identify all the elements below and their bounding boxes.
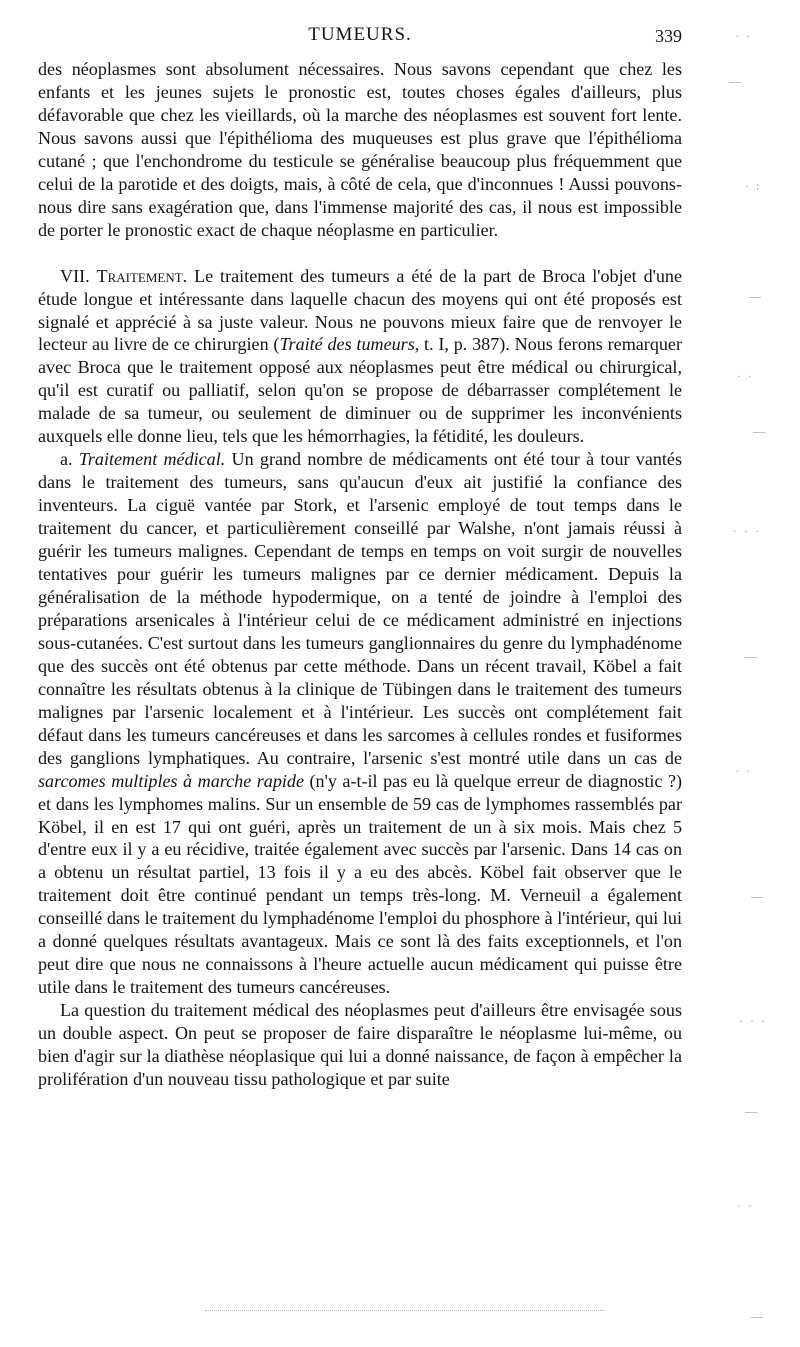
paragraph-traitement-medical — [38, 448, 682, 999]
book-title-reference: Traité des tumeurs — [279, 334, 415, 355]
running-header — [38, 24, 682, 50]
page-number: 339 — [655, 26, 682, 46]
subsection-letter: a. — [60, 449, 79, 470]
paragraph-traitement — [38, 265, 682, 449]
text-segment: (n'y a-t-il pas eu là quelque erreur de diagnostic ?) et dans les lymphomes malins. Sur un ensemble de 59 cas de lymphomes rassemblés par Köbel, il en est 17 qui ont guéri, après un traitement de un à six mois. Mais chez 5 d'entre eux il y a eu récidive, traitée également avec succès par l'arsenic. Dans 14 cas on a obtenu un résultat partiel, 13 fois il y a eu des abcès. Köbel fait observer que le traitement doit être continué pendant un temps très-long. M. Verneuil a également conseillé dans le traitement du lymphadénome l'emploi du phosphore à l'intérieur, qui lui a donné quelques résultats avantageux. Mais ce sont là des faits exceptionnels, et l'on peut dire que nous ne connaissons à l'heure actuelle aucun médicament qui puisse être utile dans le traitement des tumeurs cancéreuses. — [38, 770, 682, 998]
text-segment: des néoplasmes sont absolument nécessaires. Nous savons cependant que chez les enfants et les jeunes sujets le pronostic est, toutes choses égales d'ailleurs, plus défavorable que chez les vieillards, où la marche des néoplasmes est souvent fort lente. Nous savons aussi que l'épithélioma des muqueuses est plus grave que l'épithélioma cutané ; que l'enchondrome du testicule se généralise beaucoup plus fréquemment que celui de la parotide et des doigts, mais, à côté de cela, que d'inconnues ! Aussi pouvons-nous dire sans exagération que, dans l'immense majorité des cas, il nous est impossible de porter le pronostic exact de chaque néoplasme en particulier. — [38, 59, 682, 240]
body-text — [38, 58, 682, 1091]
paragraph-question-traitement — [38, 999, 682, 1091]
text-segment: , t. I, p. 387). Nous ferons remarquer avec Broca que le traitement opposé aux néoplasmes peut être médical ou chirurgical, qu'il est curatif ou palliatif, selon qu'on se propose de débarrasser complétement le malade de sa tumeur, ou seulement de diminuer ou de supprimer les inconvénients auxquels elle donne lieu, tels que les hémorrhagies, la fétidité, les douleurs. — [38, 334, 682, 447]
section-number: VII. — [60, 265, 97, 286]
italic-term: sarcomes multiples à marche rapide — [38, 770, 304, 791]
text-segment: La question du traitement médical des néoplasmes peut d'ailleurs être envisagée sous un double aspect. On peut se proposer de faire disparaître le néoplasme lui-même, ou bien d'agir sur la diathèse néoplasique qui lui a donné naissance, de façon à empêcher la prolifération d'un nouveau tissu pathologique et par suite — [38, 1000, 682, 1089]
text-segment: Un grand nombre de médicaments ont été tour à tour vantés dans le traitement des tumeurs, sans qu'aucun d'eux ait justifié la confiance des inventeurs. La ciguë vantée par Stork, et l'arsenic employé de tout temps dans le traitement du cancer, et particulièrement conseillé par Walshe, n'ont jamais réussi à guérir les tumeurs malignes. Cependant de temps en temps on voit surgir de nouvelles tentatives pour guérir les tumeurs malignes par ce dernier médicament. Depuis la généralisation de la méthode hypodermique, on a tenté de joindre à l'emploi des préparations arsenicales à l'intérieur celui de ce médicament administré en injections sous-cutanées. C'est surtout dans les tumeurs ganglionnaires du genre du lymphadénome que des succès ont été obtenus par cette méthode. Dans un récent travail, Köbel a fait connaître les résultats obtenus à la clinique de Tübingen dans le traitement des tumeurs malignes par l'arsenic localement et à l'intérieur. Les succès ont complétement fait défaut dans les tumeurs cancéreuses et dans les sarcomes à cellules rondes et fusiformes des ganglions lymphatiques. Au contraire, l'arsenic s'est montré utile dans un cas de — [38, 449, 682, 768]
paragraph-pronostic-end — [38, 58, 682, 242]
text-segment: Le traitement des tumeurs a été de la part de Broca l'objet d'une étude longue et intéressante dans laquelle chacun des moyens qui ont été proposés est signalé et apprécié à sa juste valeur. Nous ne pouvons mieux faire que de renvoyer le lecteur au livre de ce chirurgien ( — [38, 265, 682, 355]
subsection-heading-traitement-medical: Traitement médical. — [78, 449, 226, 470]
running-title: TUMEURS. — [308, 24, 412, 45]
bottom-rule — [205, 1310, 605, 1311]
section-heading-traitement: Traitement. — [96, 265, 188, 286]
margin-scan-marks: · · — · : — · · — · · · — · · — · · · — · · — — [729, 29, 767, 1323]
